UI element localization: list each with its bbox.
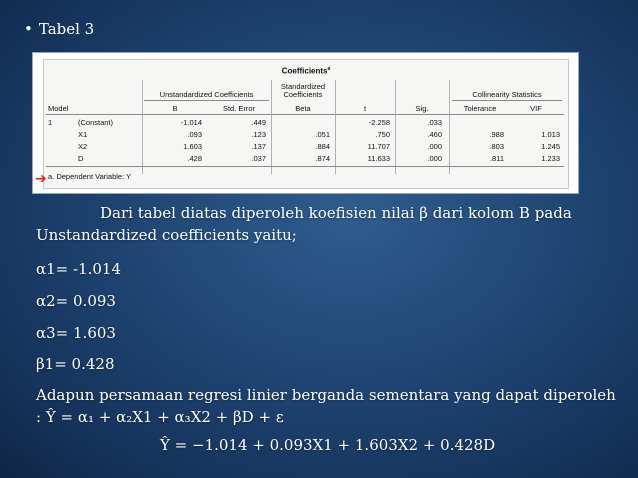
row-sig: .000 <box>427 154 442 163</box>
alpha-1: α1= -1.014 <box>36 260 122 278</box>
row-se: .123 <box>251 130 266 139</box>
col-beta: Beta <box>295 104 311 113</box>
row-vif: 1.245 <box>541 142 560 151</box>
bullet-dot: • <box>24 20 33 38</box>
coefficients-table-image <box>32 52 579 194</box>
row-t: -2.258 <box>368 118 390 127</box>
header-collinearity: Collinearity Statistics <box>472 90 542 99</box>
row-tol: .988 <box>489 130 504 139</box>
rule-coll <box>452 100 562 101</box>
col-tolerance: Tolerance <box>463 104 497 113</box>
row-b: .428 <box>187 154 202 163</box>
row-beta: .884 <box>315 142 330 151</box>
col-b: B <box>172 104 178 113</box>
col-t: t <box>363 104 367 113</box>
regression-equation-general: : Ŷ = α₁ + α₂X1 + α₃X2 + βD + ε <box>36 408 284 426</box>
row-sig: .460 <box>427 130 442 139</box>
rule-bottom <box>46 166 564 167</box>
alpha-2: α2= 0.093 <box>36 292 116 310</box>
paragraph-line-1: Dari tabel diatas diperoleh koefisien nilai β dari kolom B pada <box>100 204 572 222</box>
row-tol: .803 <box>489 142 504 151</box>
row-t: 11.707 <box>367 142 390 151</box>
vsep-5 <box>449 80 450 174</box>
paragraph-line-2: Unstandardized coefficients yaitu; <box>36 226 297 244</box>
paragraph-line-3: Adapun persamaan regresi linier berganda sementara yang dapat diperoleh <box>36 386 616 404</box>
header-unstandardized: Unstandardized Coefficients <box>159 90 254 99</box>
row-name: D <box>78 154 84 163</box>
row-tol: .811 <box>489 154 504 163</box>
row-vif: 1.013 <box>541 130 560 139</box>
bullet-heading <box>24 20 94 38</box>
rule-header <box>46 114 564 115</box>
header-standardized-2: Coefficients <box>283 90 323 99</box>
row-b: .093 <box>187 130 202 139</box>
row-t: 11.633 <box>367 154 390 163</box>
row-name: X2 <box>78 142 88 151</box>
vsep-1 <box>142 80 143 174</box>
col-model: Model <box>48 104 69 113</box>
row-se: .137 <box>251 142 266 151</box>
row-sig: .033 <box>427 118 442 127</box>
col-std-error: Std. Error <box>222 104 256 113</box>
rule-unstd <box>144 100 269 101</box>
col-sig: Sig. <box>415 104 429 113</box>
row-name: X1 <box>78 130 88 139</box>
row-b: 1.603 <box>183 142 202 151</box>
row-se: .037 <box>251 154 266 163</box>
header-standardized-1: Standardized <box>280 82 326 91</box>
row-beta: .051 <box>315 130 330 139</box>
beta-1: β1= 0.428 <box>36 355 115 373</box>
row-sig: .000 <box>427 142 442 151</box>
table-title: Coefficients$^a$ <box>281 66 331 76</box>
row-se: .449 <box>251 118 266 127</box>
model-number: 1 <box>48 118 53 127</box>
regression-equation-estimated: Ŷ = −1.014 + 0.093X1 + 1.603X2 + 0.428D <box>160 436 496 454</box>
red-arrow-icon: ➔ <box>35 171 47 187</box>
table-footnote: a. Dependent Variable: Y <box>48 172 132 181</box>
row-vif: 1.233 <box>541 154 560 163</box>
heading-text: Tabel 3 <box>38 20 95 38</box>
row-b: -1.014 <box>180 118 202 127</box>
col-vif: VIF <box>530 104 542 113</box>
row-beta: .874 <box>315 154 330 163</box>
row-t: .750 <box>375 130 390 139</box>
row-name: (Constant) <box>78 118 114 127</box>
coefficients-table <box>43 59 569 189</box>
alpha-3: α3= 1.603 <box>36 324 116 342</box>
